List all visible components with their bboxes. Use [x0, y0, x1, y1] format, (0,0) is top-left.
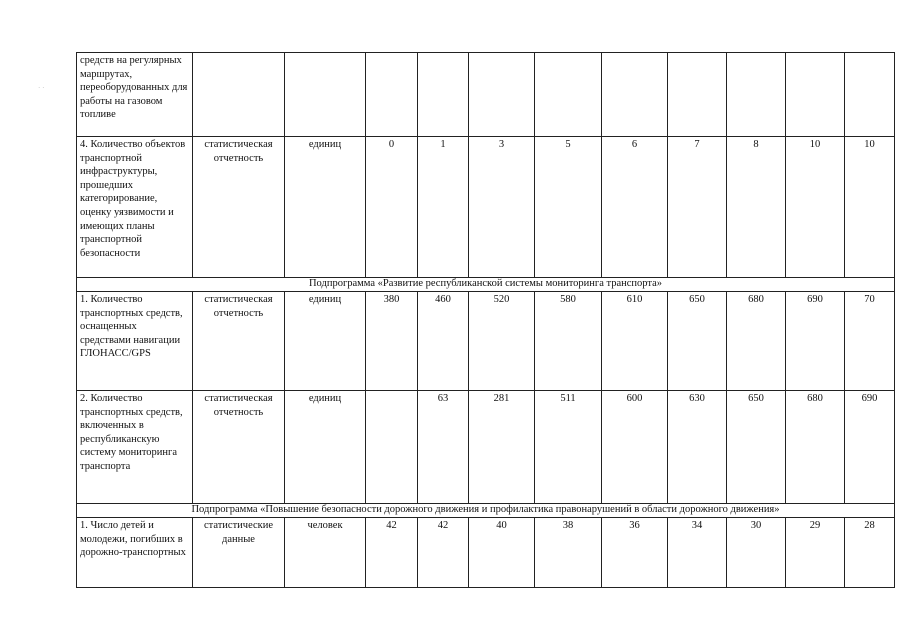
value-cell	[366, 53, 418, 137]
value-cell: 0	[366, 137, 418, 278]
value-cell: 10	[786, 137, 845, 278]
value-cell: 30	[727, 518, 786, 588]
value-cell: 70	[845, 292, 895, 391]
value-cell: 281	[469, 391, 535, 504]
value-cell: 38	[535, 518, 602, 588]
value-cell	[469, 53, 535, 137]
table-row	[77, 137, 895, 278]
source-cell: статистическая отчетность	[193, 391, 285, 504]
value-cell: 600	[602, 391, 668, 504]
indicators-table	[76, 52, 895, 588]
indicator-cell: 1. Количество транспортных средств, оснащенных средствами навигации ГЛОНАСС/GPS	[77, 292, 193, 391]
value-cell: 680	[727, 292, 786, 391]
value-cell: 580	[535, 292, 602, 391]
value-cell: 3	[469, 137, 535, 278]
subprogram-row	[77, 278, 895, 292]
table-row	[77, 292, 895, 391]
value-cell: 380	[366, 292, 418, 391]
value-cell	[727, 53, 786, 137]
indicator-cell: 1. Число детей и молодежи, погибших в дорожно-транспортных	[77, 518, 193, 588]
indicator-cell: 2. Количество транспортных средств, включенных в республиканскую систему мониторинга транспорта	[77, 391, 193, 504]
value-cell: 28	[845, 518, 895, 588]
unit-cell: единиц	[285, 391, 366, 504]
value-cell: 690	[786, 292, 845, 391]
value-cell	[366, 391, 418, 504]
unit-cell: человек	[285, 518, 366, 588]
source-cell: статистические данные	[193, 518, 285, 588]
value-cell	[535, 53, 602, 137]
value-cell: 511	[535, 391, 602, 504]
table-row	[77, 391, 895, 504]
value-cell: 6	[602, 137, 668, 278]
indicator-cell: средств на регулярных маршрутах, переоборудованных для работы на газовом топливе	[77, 53, 193, 137]
value-cell	[786, 53, 845, 137]
value-cell: 5	[535, 137, 602, 278]
table-row	[77, 53, 895, 137]
value-cell: 650	[668, 292, 727, 391]
value-cell: 10	[845, 137, 895, 278]
unit-cell: единиц	[285, 137, 366, 278]
source-cell	[193, 53, 285, 137]
value-cell: 42	[418, 518, 469, 588]
value-cell	[845, 53, 895, 137]
value-cell: 34	[668, 518, 727, 588]
value-cell: 42	[366, 518, 418, 588]
value-cell: 63	[418, 391, 469, 504]
subprogram-title: Подпрограмма «Повышение безопасности дорожного движения и профилактика правонарушений в области дорожного движения»	[77, 504, 895, 518]
indicator-cell: 4. Количество объектов транспортной инфраструктуры, прошедших категорирование, оценку уязвимости и имеющих планы транспортной безопасности	[77, 137, 193, 278]
value-cell: 650	[727, 391, 786, 504]
subprogram-row	[77, 504, 895, 518]
value-cell	[602, 53, 668, 137]
value-cell: 1	[418, 137, 469, 278]
subprogram-title: Подпрограмма «Развитие республиканской системы мониторинга транспорта»	[77, 278, 895, 292]
value-cell: 520	[469, 292, 535, 391]
value-cell: 36	[602, 518, 668, 588]
value-cell: 8	[727, 137, 786, 278]
value-cell	[418, 53, 469, 137]
unit-cell	[285, 53, 366, 137]
value-cell: 610	[602, 292, 668, 391]
value-cell: 680	[786, 391, 845, 504]
value-cell: 460	[418, 292, 469, 391]
source-cell: статистическая отчетность	[193, 137, 285, 278]
scan-speck: · ·	[38, 84, 45, 92]
value-cell: 690	[845, 391, 895, 504]
value-cell: 7	[668, 137, 727, 278]
value-cell	[668, 53, 727, 137]
value-cell: 40	[469, 518, 535, 588]
value-cell: 630	[668, 391, 727, 504]
table-row	[77, 518, 895, 588]
unit-cell: единиц	[285, 292, 366, 391]
value-cell: 29	[786, 518, 845, 588]
source-cell: статистическая отчетность	[193, 292, 285, 391]
